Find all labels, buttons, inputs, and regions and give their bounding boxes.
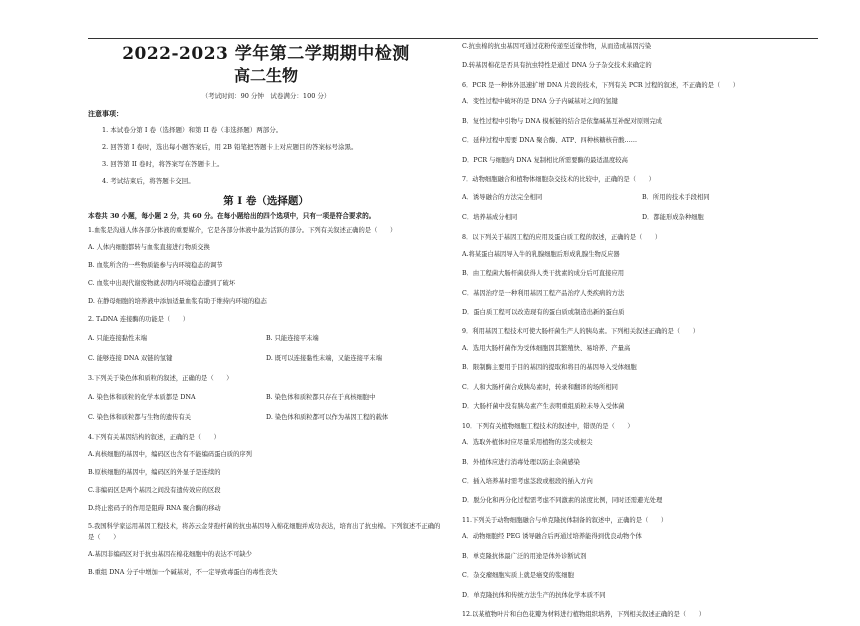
question-8-option-d: D．蛋白质工程可以改造现有的蛋白质或制造出新的蛋白质 (462, 309, 625, 317)
question-6-option-d: D．PCR 与细胞内 DNA 复制相比所需要酶的最适温度较高 (462, 156, 628, 164)
question-1-option-d: D. 在静母细胞的培养液中添加适量血浆有助于维持内环境的稳态 (88, 298, 267, 305)
section-title: 第 I 卷（选择题） (223, 195, 309, 207)
question-1-option-c: C. 血浆中出现代谢废物就表明内环境稳态遭到了破坏 (88, 280, 236, 287)
question-1-option-b: B. 血浆所含的一些物质能参与内环境稳态的调节 (88, 262, 223, 269)
question-8-option-c: C．基因治疗是一种利用基因工程产品治疗人类疾病的方法 (462, 289, 625, 297)
question-1-option-a: A. 人体内细胞都转与血浆直接进行物质交换 (88, 244, 210, 251)
question-6-option-b: B．复性过程中引物与 DNA 模板链的结合是依靠碱基互补配对原则完成 (462, 117, 663, 125)
header-rule (88, 38, 818, 39)
question-5-option-d: D.转基因棉花是否具有抗虫特性是通过 DNA 分子杂交技术来确定的 (462, 62, 652, 70)
question-5-option-b: B.重组 DNA 分子中增加一个碱基对，不一定导致毒蛋白的毒性丧失 (88, 569, 278, 576)
left-column (88, 40, 444, 585)
note-item: 3. 回答第 II 卷时，将答案写在答题卡上。 (102, 160, 224, 168)
question-7-options-row-2 (462, 211, 822, 231)
question-3-options-row-2 (88, 410, 444, 430)
question-4-option-a: A.真核细胞的基因中，编码区也含有不能编码蛋白质的序列 (88, 451, 252, 458)
question-1-stem: 1.血浆是沟通人体各部分体液的重要媒介，它是各部分体液中最为活跃的部分。下列有关叙述正确的是（ ） (88, 227, 397, 234)
question-5-option-c: C.抗虫棉的抗虫基因可通过花粉传递至近缘作物，从而造成基因污染 (462, 43, 652, 50)
question-5-stem: 5.我国科学家运用基因工程技术，将苏云金芽孢杆菌的抗虫基因导入棉花细胞并成功表达，培育出了抗虫棉。下列叙述不正确的是（ ） (88, 523, 441, 541)
question-3-option-c: C. 染色体和质粒都与生物的遗传有关 (88, 414, 192, 421)
question-12-stem: 12.以某植物叶片和白色花瓣为材料进行植物组织培养，下列相关叙述正确的是（ ） (462, 610, 705, 618)
question-10-option-d: D．脱分化和再分化过程需考虑不同激素的浓度比例，同时还需避光处理 (462, 497, 663, 505)
question-2-options-row-2 (88, 351, 444, 371)
question-10-option-a: A．选取外植体时应尽量采用植物的茎尖或根尖 (462, 439, 593, 447)
question-11-stem: 11.下列关于动物细胞融合与单克隆抗体制备的叙述中，正确的是（ ） (462, 516, 668, 524)
question-3-option-d: D. 染色体和质粒都可以作为基因工程的载体 (266, 414, 389, 421)
question-4-option-d: D.终止密码子的作用是阻碍 RNA 聚合酶的移动 (88, 505, 221, 512)
question-10-option-c: C．插入培养基时需考虑茎段或根段的插入方向 (462, 478, 593, 485)
notes-heading: 注意事项： (88, 109, 123, 118)
question-7-stem: 7．动物细胞融合和植物体细胞杂交技术的比较中，正确的是（ ） (462, 175, 655, 183)
question-7-option-c: C．培养基成分相同 (462, 213, 518, 221)
question-4-option-c: C.非编码区是两个基因之间没有遗传效应的区段 (88, 487, 221, 494)
question-9-option-a: A．选用大肠杆菌作为受体细胞因其繁殖快、易培养、产量高 (462, 345, 631, 353)
question-11-option-b: B．单克隆抗体最广泛的用途是体外诊断试剂 (462, 552, 587, 560)
question-2-option-d: D. 既可以连接黏性末端，又能连接平末端 (266, 355, 382, 362)
question-2-option-a: A. 只能连接黏性末端 (88, 335, 147, 342)
question-6-option-a: A．变性过程中破坏的是 DNA 分子内碱基对之间的氢键 (462, 98, 618, 106)
question-2-option-b: B. 只能连接平末端 (266, 335, 319, 342)
question-7-options-row-1 (462, 191, 822, 211)
question-9-option-c: C．人和大肠杆菌合成胰岛素时，转录和翻译的场所相同 (462, 383, 618, 391)
question-3-option-a: A. 染色体和质粒的化学本质都是 DNA (88, 394, 196, 401)
question-6-option-c: C．延伸过程中需要 DNA 聚合酶、ATP、四种核糖核苷酸…… (462, 137, 638, 145)
question-6-stem: 6．PCR 是一种体外迅速扩增 DNA 片段的技术，下列有关 PCR 过程的叙述，不正确的是（ ） (462, 81, 740, 89)
question-2-stem: 2. T₄DNA 连接酶的功能是（ ） (88, 316, 190, 323)
note-item: 4. 考试结束后，将答题卡交回。 (102, 177, 195, 185)
question-2-options-row-1 (88, 331, 444, 351)
question-11-option-a: A．动物细胞经 PEG 诱导融合后再通过培养能得到优良动物个体 (462, 533, 642, 541)
exam-meta: （考试时间：90 分钟 试卷满分：100 分） (201, 92, 331, 100)
question-10-stem: 10．下列有关植物细胞工程技术的叙述中，错误的是（ ） (462, 422, 634, 430)
question-8-option-b: B．由工程菌大肠杆菌获得人类干扰素的成分后可直接应用 (462, 270, 625, 278)
question-3-option-b: B. 染色体和质粒都只存在于真核细胞中 (266, 394, 376, 401)
section-instructions: 本卷共 30 小题，每小题 2 分，共 60 分。在每小题给出的四个选项中，只有一项是符合要求的。 (88, 212, 376, 220)
question-9-stem: 9．利用基因工程技术可使大肠杆菌生产人的胰岛素。下列相关叙述正确的是（ ） (462, 328, 699, 336)
right-column (462, 40, 822, 626)
question-8-stem: 8．以下列关于基因工程的应用及蛋白质工程的叙述，正确的是（ ） (462, 234, 662, 242)
question-11-option-c: C．杂交瘤细胞实质上就是癌变的浆细胞 (462, 572, 574, 580)
note-item: 1. 本试卷分第 I 卷（选择题）和第 II 卷（非选择题）两部分。 (102, 126, 283, 134)
question-3-stem: 3.下列关于染色体和质粒的叙述，正确的是（ ） (88, 375, 233, 382)
question-3-options-row-1 (88, 390, 444, 410)
question-5-option-a: A.基因非编码区对于抗虫基因在棉花细胞中的表达不可缺少 (88, 551, 252, 558)
question-9-option-d: D．大肠杆菌中没有胰岛素产生表明重组质粒未导入受体菌 (462, 403, 625, 411)
exam-title: 2022-2023 学年第二学期期中检测 (122, 44, 410, 64)
question-8-option-a: A.将某蛋白基因导入牛的乳腺细胞后形成乳腺生物反应器 (462, 250, 620, 258)
note-item: 2. 回答第 I 卷时，选出每小题答案后，用 2B 铅笔把答题卡上对应题目的答案标号涂黑。 (102, 143, 358, 151)
exam-subtitle: 高二生物 (233, 66, 298, 85)
question-7-option-a: A．诱导融合的方法完全相同 (462, 193, 543, 201)
question-2-option-c: C. 能够连接 DNA 双链的氢键 (88, 355, 173, 362)
question-10-option-b: B．外植体应进行消毒处理以防止杂菌感染 (462, 458, 580, 466)
question-7-option-b: B．所用的技术手段相同 (642, 193, 710, 201)
question-4-stem: 4.下列有关基因结构的叙述，正确的是（ ） (88, 434, 220, 441)
question-9-option-b: B．限制酶主要用于目的基因的提取和将目的基因导入受体细胞 (462, 364, 637, 372)
question-7-option-d: D．都能形成杂种细胞 (642, 213, 704, 221)
question-11-option-d: D．单克隆抗体和传统方法生产的抗体化学本质不同 (462, 591, 606, 599)
question-4-option-b: B.原核细胞的基因中，编码区的外显子是连续的 (88, 469, 221, 476)
